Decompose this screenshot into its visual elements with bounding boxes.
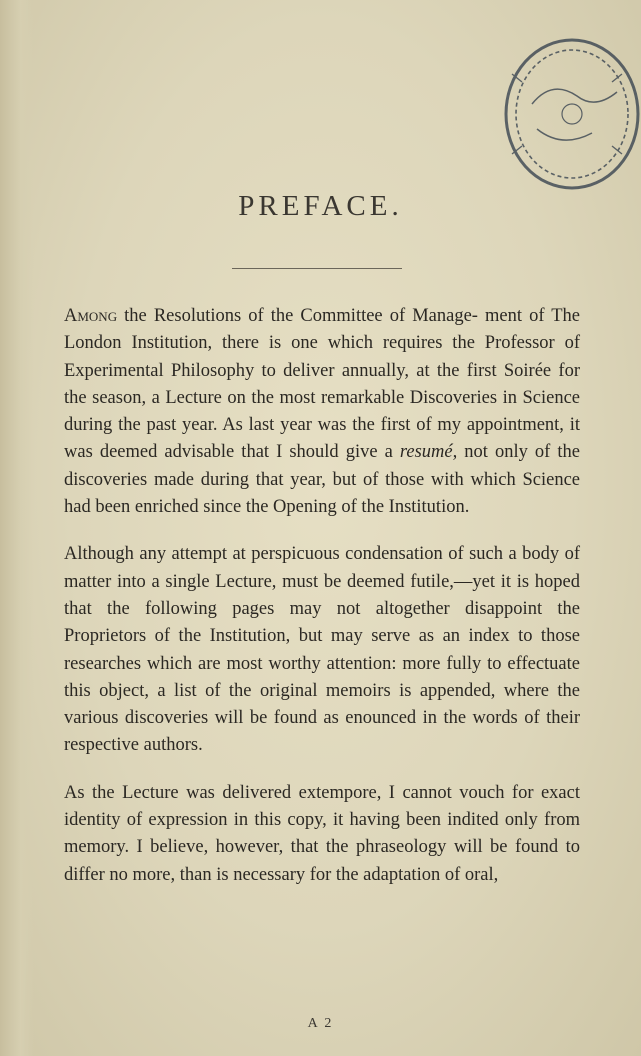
paragraph-1 — [64, 303, 580, 521]
signature-mark: A 2 — [307, 1016, 334, 1031]
paragraph-1-italic: resumé, — [399, 442, 458, 463]
paragraph-2: Although any attempt at perspicuous condensation of such a body of matter into a single Lecture, must be deemed futile,—yet it is hoped that the following pages may not altogether disappoint the Proprietors of the Institution, but may serve as an index to those researches which are most worthy attention: more fully to effectuate this object, a list of the original memoirs is appended, where the various discoveries will be found as enounced in the words of their respective authors. — [64, 544, 580, 756]
paragraph-1-text-a: the Resolutions of the Committee of Manage- ment of The London Institution, there is one which requires the Professor of Experimental Philosophy to deliver annually, at the first Soirée for the season, a Lecture on the most remarkable Discoveries in Science during the past year. As last year was the first of my appointment, it was deemed advisable that I should give a — [64, 306, 580, 463]
paragraph-1-text-b: not only of the discoveries made during that year, but of those with which Science had been enriched since the Opening of the Institution. — [64, 442, 580, 518]
page-title: PREFACE. — [238, 190, 403, 222]
preface-body — [64, 303, 580, 909]
paragraph-1-lead: Among — [64, 306, 118, 326]
paragraph-3: As the Lecture was delivered extempore, I cannot vouch for exact identity of expression in this copy, it having been indited only from memory. I believe, however, that the phraseology will be found to differ no more, than is necessary for the adaptation of oral, — [64, 782, 580, 885]
library-stamp — [492, 34, 641, 194]
title-rule — [232, 268, 402, 269]
page-gutter — [0, 0, 34, 1056]
